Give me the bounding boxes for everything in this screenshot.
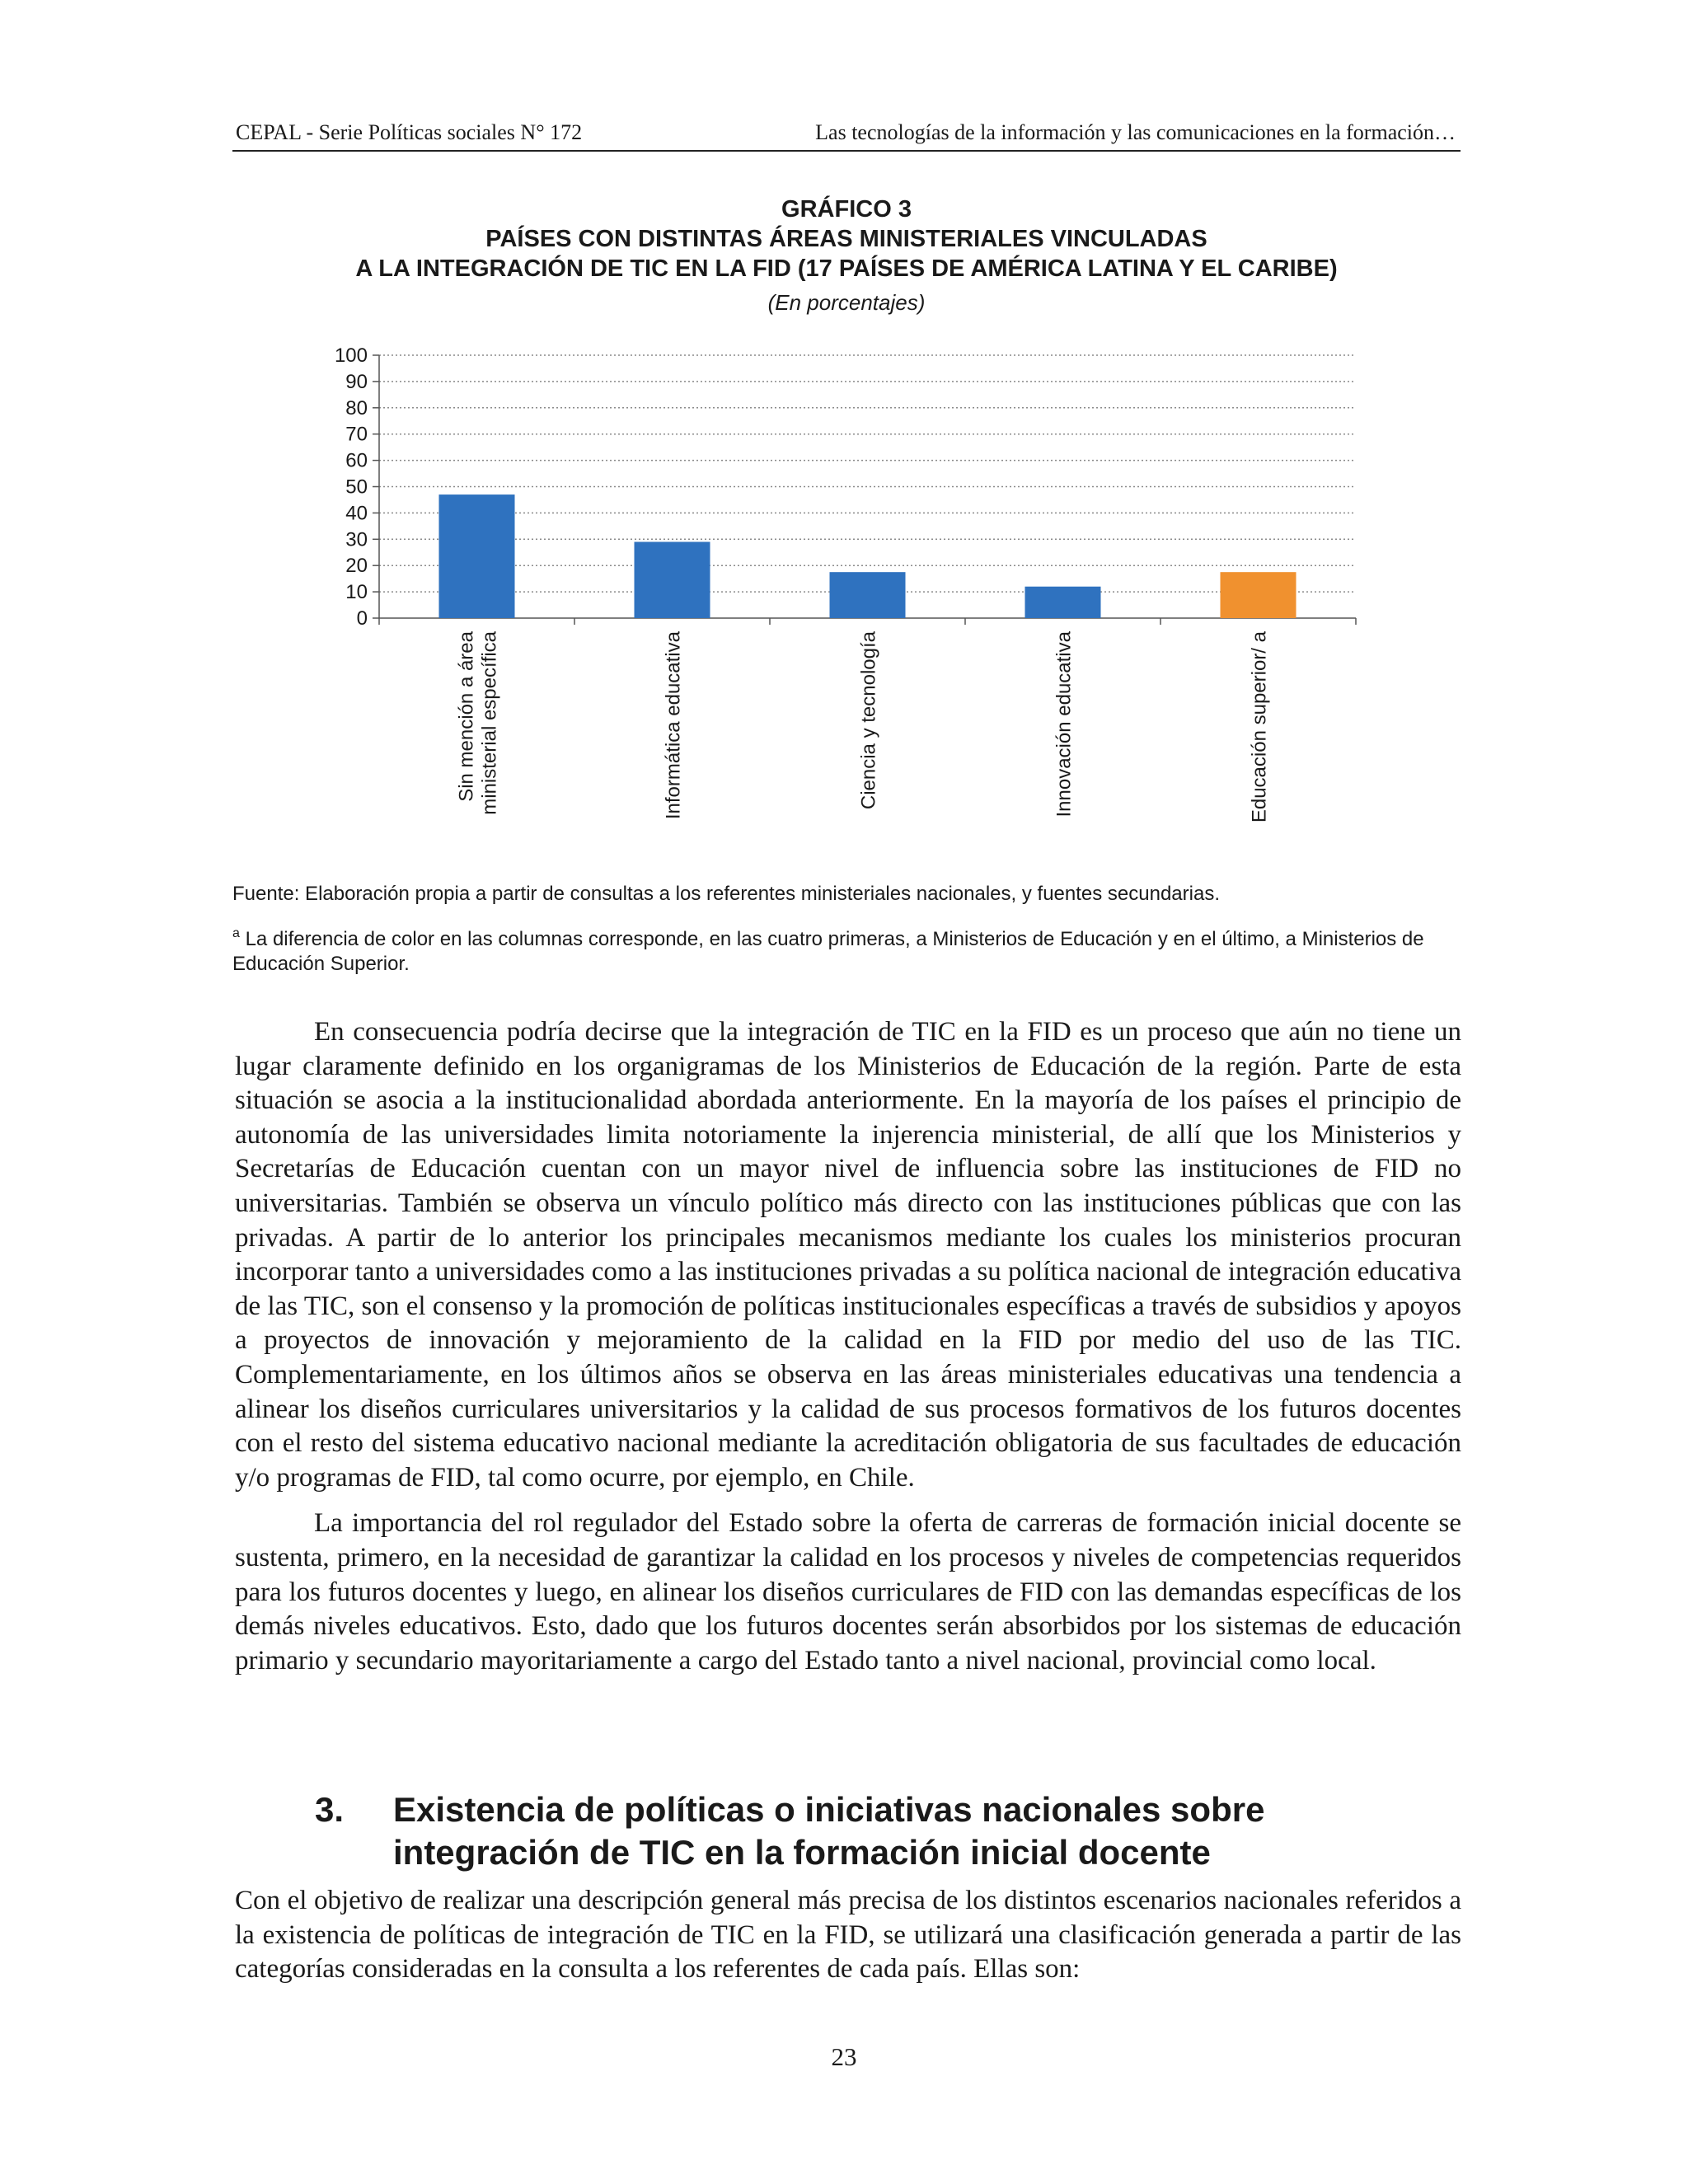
- bar-4: [1025, 587, 1101, 618]
- bar-chart: [297, 334, 1368, 869]
- running-header-left: CEPAL - Serie Políticas sociales N° 172: [236, 120, 583, 144]
- section-body: [235, 1884, 1461, 1987]
- footnote-mark: a: [232, 926, 240, 940]
- bar-5: [1221, 572, 1296, 618]
- footnote-text: La diferencia de color en las columnas corresponde, en las cuatro primeras, a Ministerios de Educación y en el último, a Ministerios de Educación Superior.: [232, 928, 1424, 975]
- category-label-4: Innovación educativa: [1053, 631, 1076, 818]
- category-label-3: Ciencia y tecnología: [857, 631, 880, 810]
- category-label-1-line-2: ministerial específica: [478, 631, 501, 815]
- footnote: [232, 921, 1461, 977]
- category-label-2: Informática educativa: [662, 631, 685, 820]
- paragraph-1: En consecuencia podría decirse que la integración de TIC en la FID es un proceso que aún no tiene un lugar claramente definido en los organigramas de los Ministerios de Educación de la región. Parte de esta situación se asocia a la institucionalidad abordada anteriormente. En la mayoría de los países el principio de autonomía de las universidades limita notoriamente la injerencia ministerial, de allí que los Ministerios y Secretarías de Educación cuentan con un mayor nivel de influencia sobre las instituciones de FID no universitarias. También se observa un vínculo político más directo con las instituciones públicas que con las privadas. A partir de lo anterior los principales mecanismos mediante los cuales los ministerios procuran incorporar tanto a universidades como a las instituciones privadas a su política nacional de integración educativa de las TIC, son el consenso y la promoción de políticas institucionales específicas a través de subsidios y apoyos a proyectos de innovación y mejoramiento de la calidad en la FID por medio del uso de las TIC. Complementariamente, en los últimos años se observa en las áreas ministeriales educativas una tendencia a alinear los diseños curriculares universitarios y la calidad de sus procesos formativos de los futuros docentes con el resto del sistema educativo nacional mediante la acreditación obligatoria de sus facultades de educación y/o programas de FID, tal como ocurre, por ejemplo, en Chile.: [235, 1017, 1461, 1493]
- section-number: 3.: [315, 1790, 345, 1829]
- bar-3: [830, 572, 906, 618]
- section-title: Existencia de políticas o iniciativas nacionales sobre integración de TIC en la formación inicial docente: [393, 1790, 1265, 1872]
- body-text: [235, 1015, 1461, 1678]
- category-label-5: Educación superior/ a: [1248, 631, 1271, 823]
- y-tick-label-10: 10: [345, 581, 368, 604]
- figure-title-line-1: PAÍSES CON DISTINTAS ÁREAS MINISTERIALES VINCULADAS: [485, 226, 1207, 252]
- section-paragraph: Con el objetivo de realizar una descripción general más precisa de los distintos escenarios nacionales referidos a la existencia de políticas de integración de TIC en la FID, se utilizará una clasificación generada a partir de las categorías consideradas en la consulta a los referentes de cada país. Ellas son:: [235, 1886, 1461, 1985]
- figure-title-line-2: A LA INTEGRACIÓN DE TIC EN LA FID (17 PAÍSES DE AMÉRICA LATINA Y EL CARIBE): [355, 255, 1338, 282]
- section-heading: [315, 1788, 1461, 1874]
- y-tick-label-80: 80: [345, 396, 368, 419]
- y-tick-label-90: 90: [345, 370, 368, 393]
- bar-1: [439, 494, 515, 618]
- running-header-right: Las tecnologías de la información y las comunicaciones en la formación…: [815, 120, 1456, 144]
- y-tick-label-100: 100: [334, 344, 368, 367]
- figure-label: GRÁFICO 3: [781, 196, 912, 223]
- y-tick-label-50: 50: [345, 476, 368, 499]
- y-tick-label-70: 70: [345, 423, 368, 446]
- page-number: 23: [831, 2042, 857, 2071]
- figure-titles: [232, 194, 1461, 316]
- running-header: [232, 115, 1461, 152]
- figure-notes: [232, 882, 1461, 977]
- y-tick-label-60: 60: [345, 449, 368, 472]
- figure-subtitle: (En porcentajes): [767, 290, 926, 315]
- y-tick-label-30: 30: [345, 528, 368, 551]
- y-tick-label-0: 0: [356, 607, 368, 630]
- y-tick-label-40: 40: [345, 502, 368, 525]
- paragraph-2: La importancia del rol regulador del Estado sobre la oferta de carreras de formación inicial docente se sustenta, primero, en la necesidad de garantizar la calidad en los procesos y niveles de competencias requeridos para los futuros docentes y luego, en alinear los diseños curriculares de FID con las demandas específicas de los demás niveles educativos. Esto, dado que los futuros docentes serán absorbidos por los sistemas de educación primario y secundario mayoritariamente a cargo del Estado tanto a nivel nacional, provincial como local.: [235, 1508, 1461, 1675]
- category-label-1-line-1: Sin mención a área: [455, 631, 478, 802]
- bar-2: [635, 541, 710, 618]
- source-note: Fuente: Elaboración propia a partir de consultas a los referentes ministeriales nacionales, y fuentes secundarias.: [232, 883, 1220, 905]
- y-tick-label-20: 20: [345, 555, 368, 578]
